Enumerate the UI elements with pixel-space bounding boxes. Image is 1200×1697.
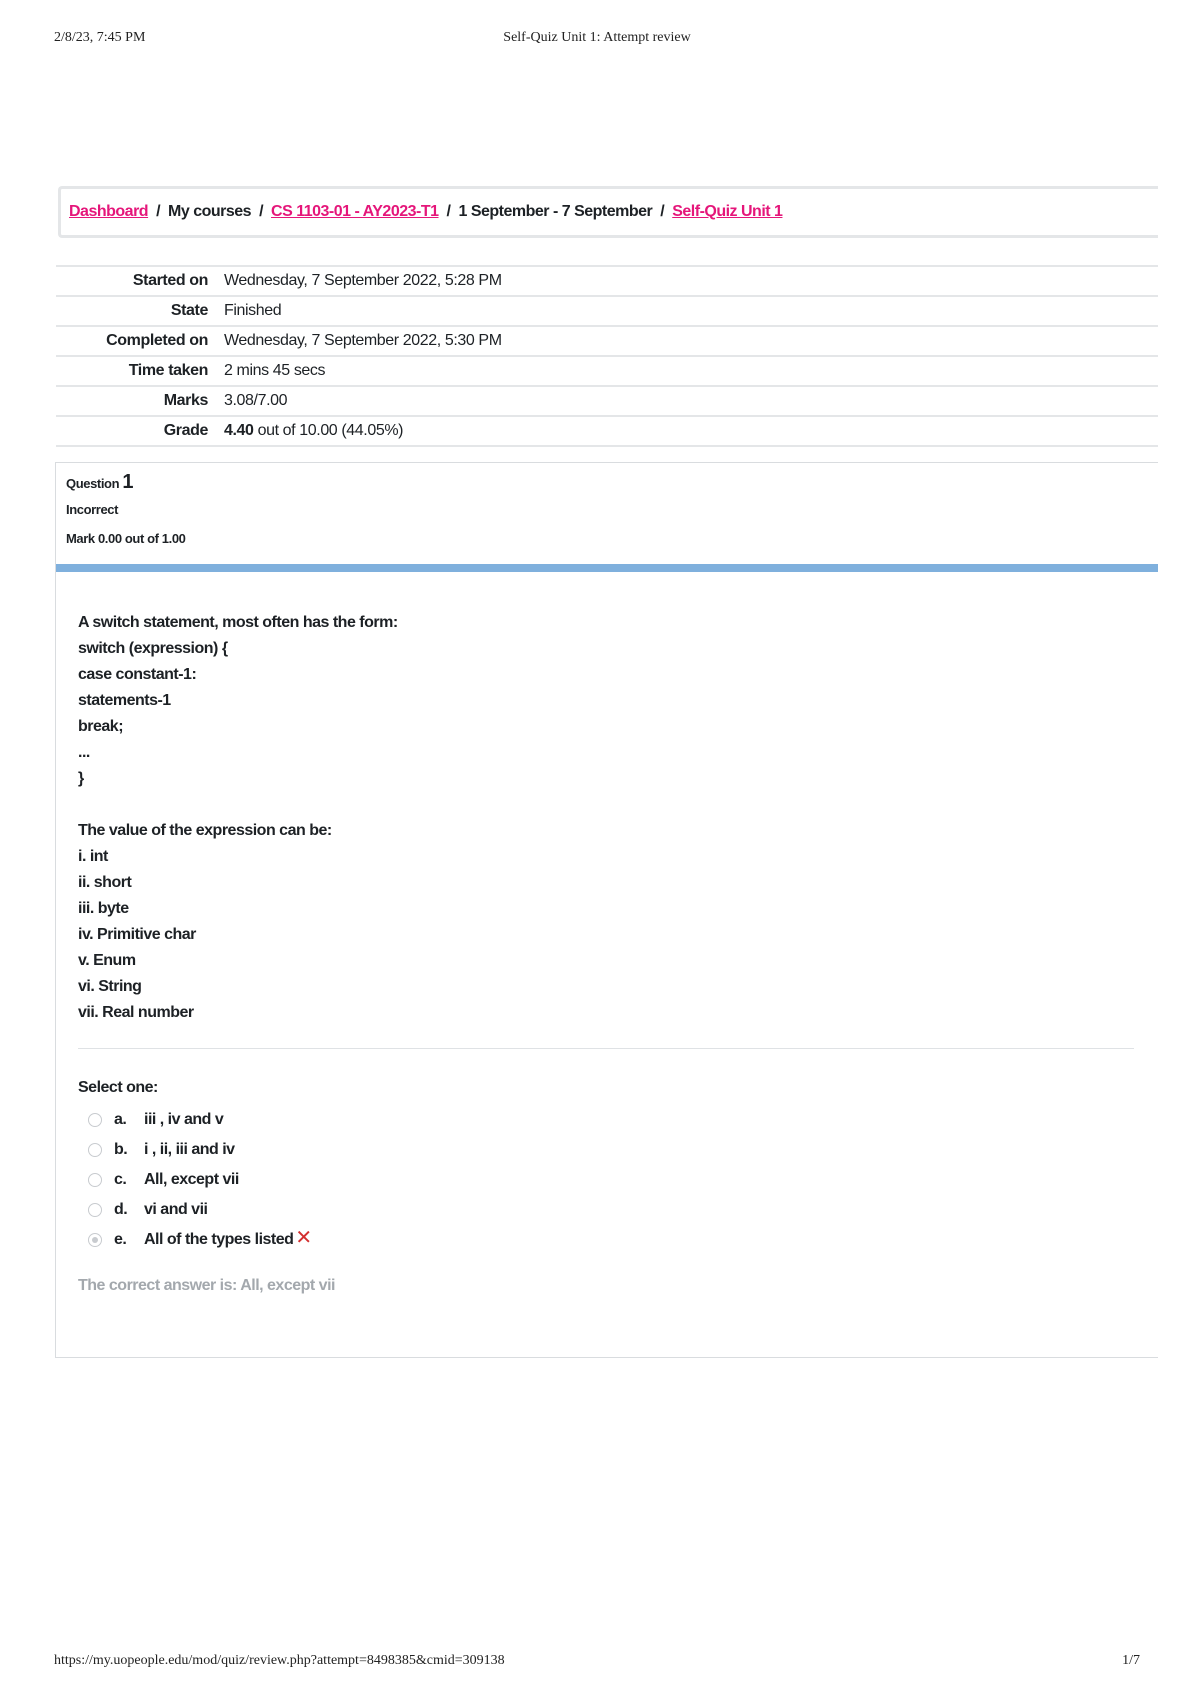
radio-button[interactable]	[88, 1113, 102, 1127]
question-content	[56, 572, 1158, 1255]
breadcrumb-week: 1 September - 7 September	[458, 203, 653, 220]
question-text-line: i. int	[78, 848, 108, 865]
answer-text: All of the types listed	[144, 1231, 294, 1248]
breadcrumb-separator: /	[156, 203, 161, 220]
answer-list	[78, 1105, 1136, 1255]
question-divider	[78, 1048, 1134, 1049]
print-datetime: 2/8/23, 7:45 PM	[54, 30, 146, 45]
line-gap	[78, 792, 1136, 818]
question-card	[55, 462, 1158, 1358]
question-mark: Mark 0.00 out of 1.00	[66, 531, 186, 546]
breadcrumb-separator: /	[259, 203, 264, 220]
radio-button-checked[interactable]	[88, 1233, 102, 1247]
summary-value: 2 mins 45 secs	[224, 362, 326, 379]
question-text-line: vii. Real number	[78, 1004, 194, 1021]
summary-value: 3.08/7.00	[224, 392, 288, 409]
answer-letter: d.	[114, 1201, 128, 1218]
summary-row-started	[56, 266, 1158, 296]
summary-label: Started on	[132, 272, 208, 289]
summary-row-marks	[56, 386, 1158, 416]
question-text-line: v. Enum	[78, 952, 136, 969]
summary-row-state	[56, 296, 1158, 326]
answer-letter: b.	[114, 1141, 128, 1158]
question-text-line: case constant-1:	[78, 666, 197, 683]
breadcrumb-dashboard-link[interactable]: Dashboard	[69, 203, 149, 220]
breadcrumb-my-courses: My courses	[168, 203, 252, 220]
print-footer	[54, 1653, 1140, 1673]
breadcrumb-quiz-link[interactable]: Self-Quiz Unit 1	[672, 203, 783, 220]
summary-value	[224, 416, 1158, 446]
answer-letter: c.	[114, 1171, 127, 1188]
radio-button[interactable]	[88, 1203, 102, 1217]
summary-label: Time taken	[128, 362, 208, 379]
grade-score: 4.40	[224, 422, 254, 439]
question-text-line: vi. String	[78, 978, 142, 995]
question-text-line: iii. byte	[78, 900, 129, 917]
breadcrumb	[58, 186, 1158, 238]
question-text-line: switch (expression) {	[78, 640, 228, 657]
answer-option-b[interactable]	[78, 1135, 1136, 1165]
radio-button[interactable]	[88, 1143, 102, 1157]
cross-icon: ✕	[295, 1226, 312, 1249]
print-url: https://my.uopeople.edu/mod/quiz/review.php?attempt=8498385&cmid=309138	[54, 1653, 505, 1668]
summary-value: Finished	[224, 302, 282, 319]
print-title: Self-Quiz Unit 1: Attempt review	[503, 30, 691, 45]
summary-label: Completed on	[106, 332, 208, 349]
answer-option-e[interactable]	[78, 1225, 1136, 1255]
print-page-number: 1/7	[1122, 1653, 1140, 1668]
question-info	[56, 463, 1158, 563]
question-header-bar	[56, 564, 1158, 572]
question-text-line: A switch statement, most often has the form:	[78, 614, 398, 631]
question-text-line: statements-1	[78, 692, 171, 709]
answer-letter: e.	[114, 1231, 127, 1248]
question-text-line: }	[78, 770, 84, 787]
question-text	[78, 610, 1136, 1026]
question-text-line: The value of the expression can be:	[78, 822, 332, 839]
question-feedback	[56, 1255, 1158, 1357]
question-label: Question	[66, 476, 120, 491]
summary-value: Wednesday, 7 September 2022, 5:28 PM	[224, 272, 502, 289]
summary-label: Grade	[163, 422, 208, 439]
answer-option-c[interactable]	[78, 1165, 1136, 1195]
print-header	[54, 30, 1140, 50]
question-text-line: ii. short	[78, 874, 132, 891]
answer-letter: a.	[114, 1111, 127, 1128]
question-text-line: break;	[78, 718, 124, 735]
answer-option-d[interactable]	[78, 1195, 1136, 1225]
answer-option-a[interactable]	[78, 1105, 1136, 1135]
question-text-line: ...	[78, 744, 90, 761]
breadcrumb-separator: /	[660, 203, 665, 220]
radio-button[interactable]	[88, 1173, 102, 1187]
summary-row-completed	[56, 326, 1158, 356]
attempt-summary-table	[56, 265, 1158, 447]
summary-row-grade	[56, 416, 1158, 446]
answer-text: i , ii, iii and iv	[144, 1141, 235, 1158]
summary-value: Wednesday, 7 September 2022, 5:30 PM	[224, 332, 502, 349]
breadcrumb-separator: /	[446, 203, 451, 220]
question-number-value: 1	[122, 471, 134, 493]
summary-label: Marks	[163, 392, 208, 409]
correct-answer-text: The correct answer is: All, except vii	[78, 1277, 335, 1294]
summary-row-time-taken	[56, 356, 1158, 386]
answer-text: iii , iv and v	[144, 1111, 224, 1128]
grade-out-of: out of 10.00 (44.05%)	[257, 422, 404, 439]
question-state: Incorrect	[66, 502, 119, 517]
answer-text: All, except vii	[144, 1171, 239, 1188]
answer-text: vi and vii	[144, 1201, 208, 1218]
answer-prompt: Select one:	[78, 1079, 158, 1096]
breadcrumb-course-link[interactable]: CS 1103-01 - AY2023-T1	[271, 203, 439, 220]
question-number	[66, 471, 1148, 494]
question-text-line: iv. Primitive char	[78, 926, 196, 943]
summary-label: State	[170, 302, 208, 319]
